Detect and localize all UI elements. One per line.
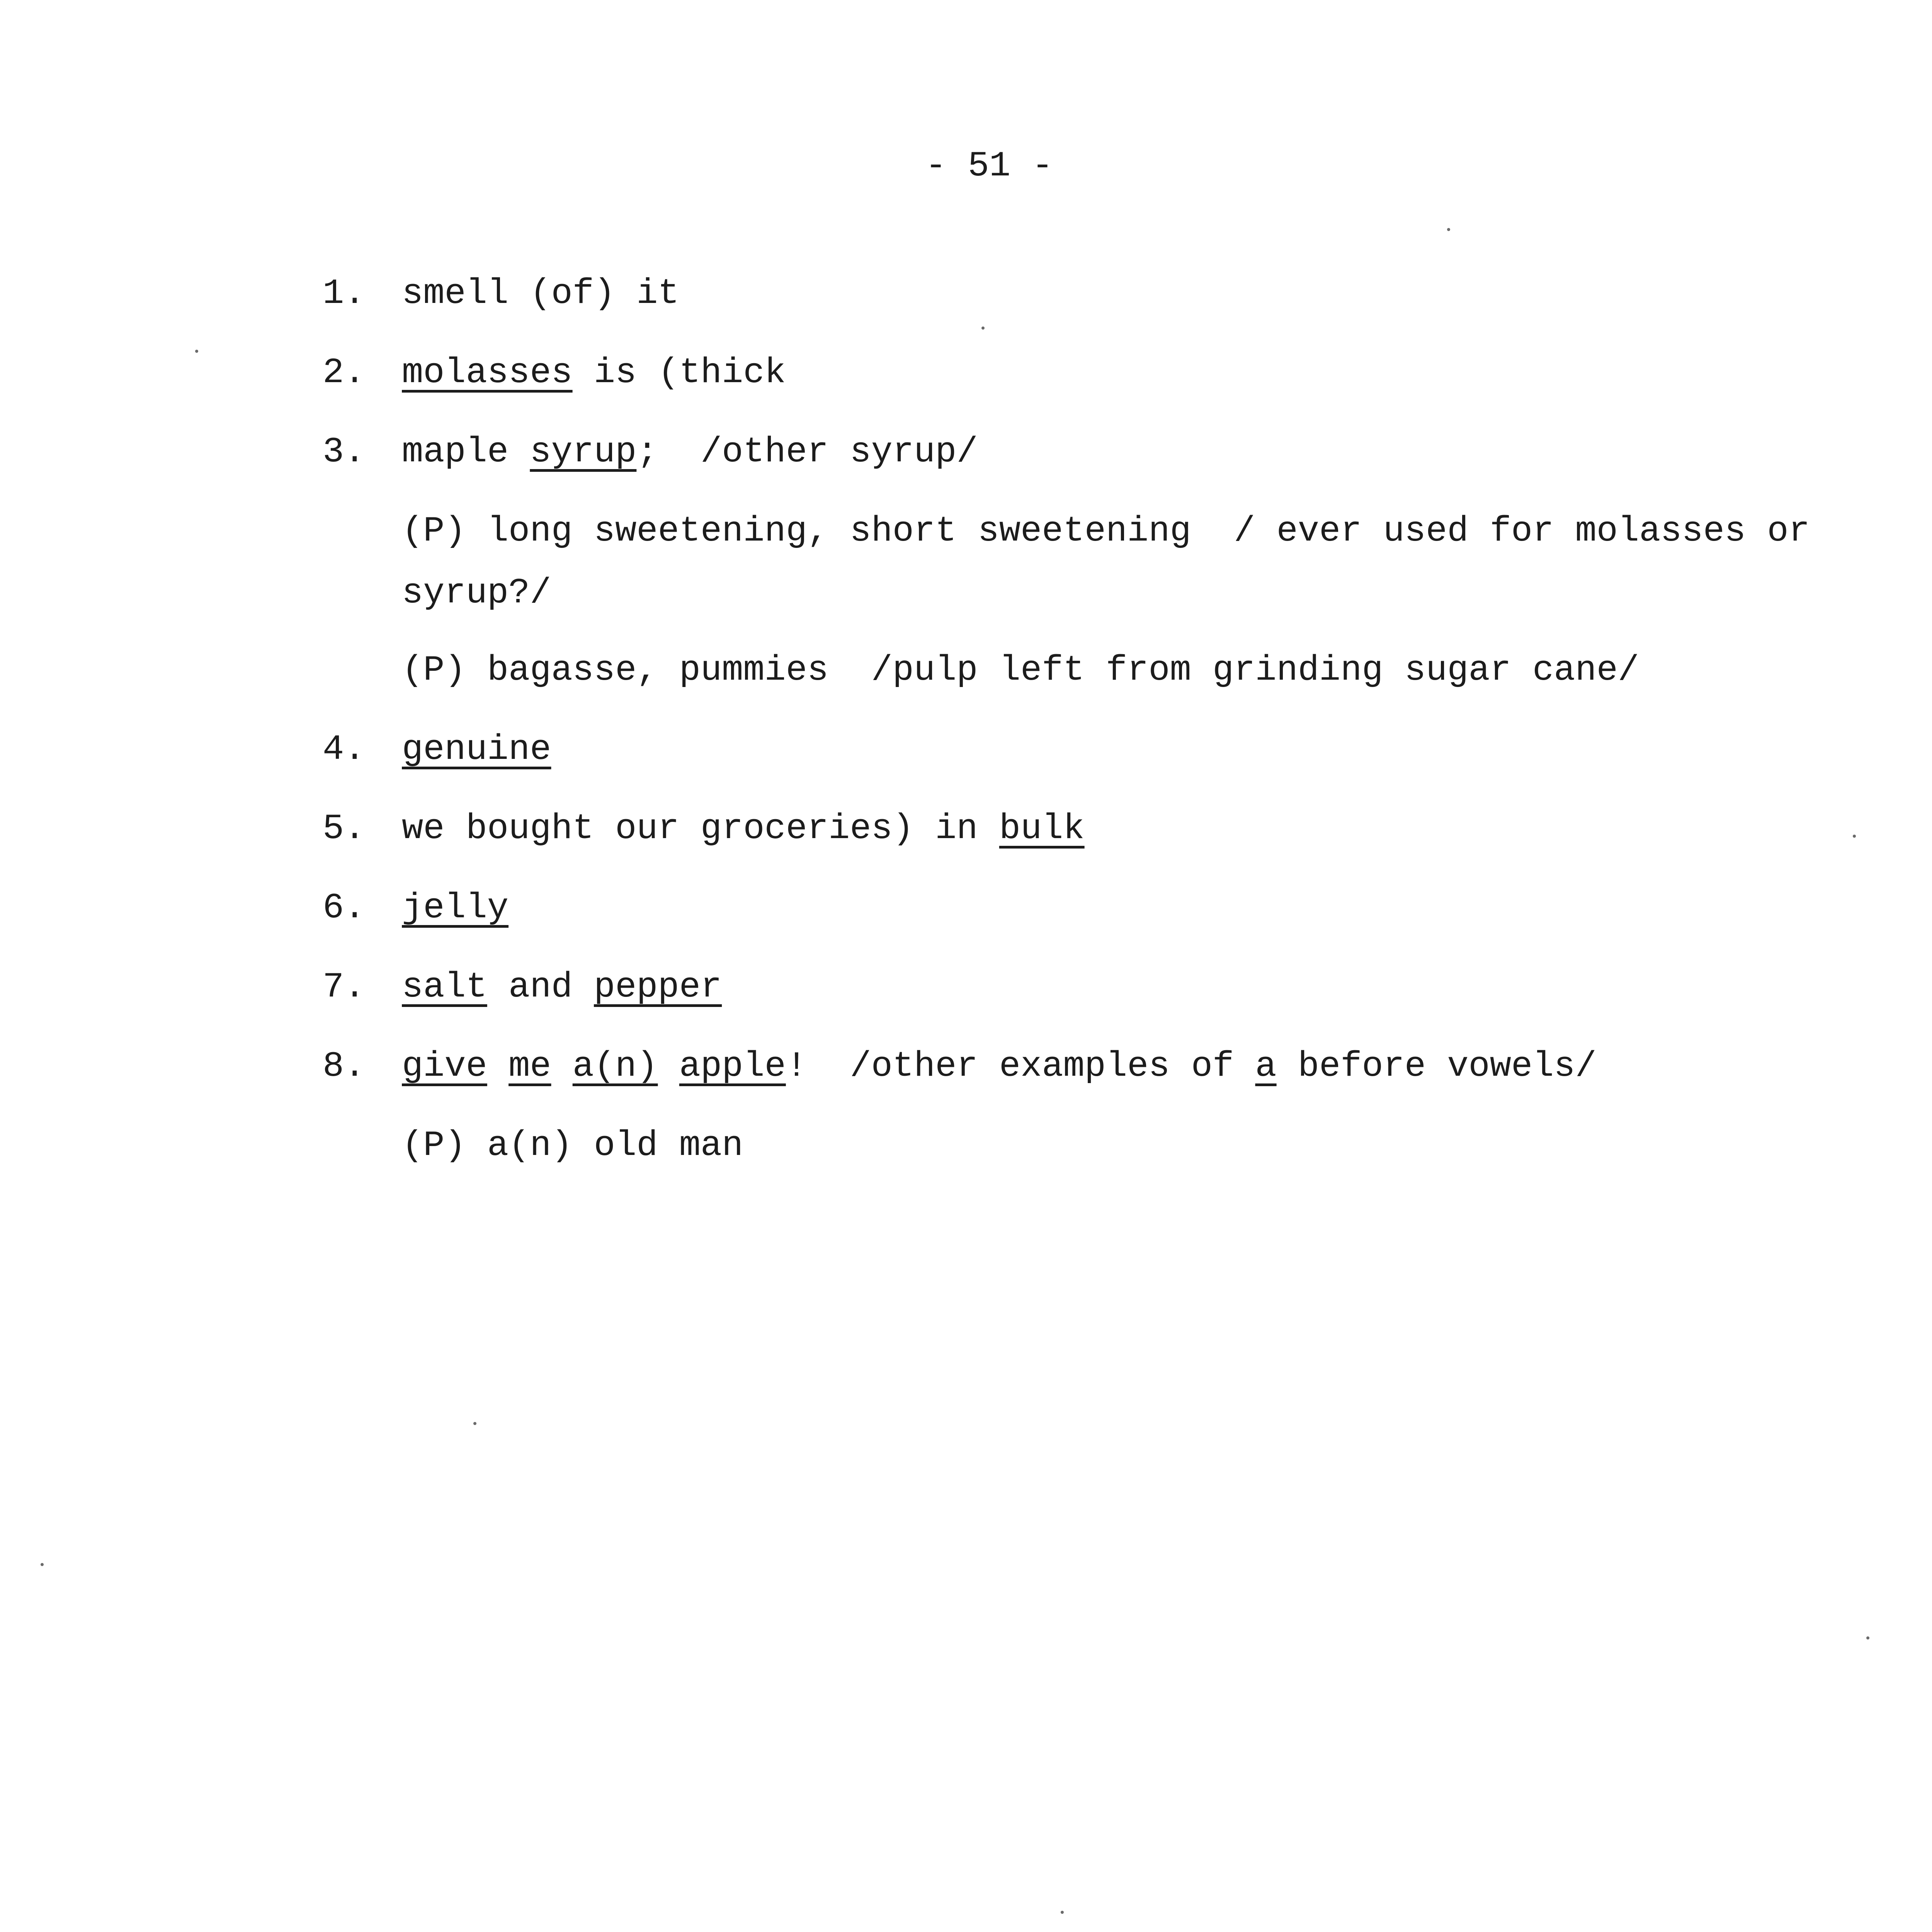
sub-item (402, 647, 1639, 694)
sub-item-continuation (402, 570, 551, 616)
scan-speck (1447, 228, 1450, 231)
list-item (402, 885, 509, 931)
item-number: 8. (323, 1046, 366, 1087)
item-number: 2. (323, 352, 366, 393)
scan-speck (1853, 835, 1856, 838)
item-text-underlined: molasses (402, 352, 573, 393)
item-text: smell (of) it (402, 273, 679, 314)
item-text: ! /other examples of (786, 1046, 1255, 1087)
scan-speck (1866, 1636, 1869, 1639)
item-text: is (thick (572, 352, 786, 393)
list-item (402, 1043, 1597, 1090)
item-text: (P) bagasse, pummies /pulp left from grinding sugar cane/ (402, 650, 1639, 690)
item-text: (P) long sweetening, short sweetening / ever used for molasses or (402, 511, 1810, 551)
item-number: 5. (323, 808, 366, 849)
item-text (487, 1046, 509, 1087)
list-item (402, 964, 722, 1010)
scan-speck (41, 1563, 44, 1566)
scan-speck (981, 327, 985, 330)
item-number: 7. (323, 967, 366, 1007)
item-text-underlined: a (1255, 1046, 1277, 1087)
item-text-underlined: give (402, 1046, 487, 1087)
list-item (402, 806, 1085, 852)
item-text-underlined: genuine (402, 729, 551, 770)
list-item (402, 429, 978, 475)
item-text: we bought our groceries) in (402, 808, 999, 849)
item-number: 6. (323, 888, 366, 928)
item-text-underlined: salt (402, 967, 487, 1007)
item-text: and (487, 967, 594, 1007)
scan-speck (195, 350, 198, 353)
item-number: 4. (323, 729, 366, 770)
item-text: maple (402, 432, 530, 472)
list-item (402, 726, 551, 773)
item-text: ; /other syrup/ (636, 432, 978, 472)
scan-speck (1061, 1911, 1064, 1914)
item-text-underlined: jelly (402, 888, 509, 928)
item-number: 3. (323, 432, 366, 472)
item-text-underlined: bulk (999, 808, 1085, 849)
sub-item (402, 1122, 743, 1169)
item-text-underlined: a(n) (572, 1046, 658, 1087)
item-text: syrup?/ (402, 573, 551, 613)
item-text-underlined: pepper (594, 967, 722, 1007)
sub-item (402, 508, 1810, 554)
item-text-underlined: apple (679, 1046, 786, 1087)
page-number: - 51 - (925, 146, 1053, 186)
list-item (402, 350, 786, 396)
item-text-underlined: me (509, 1046, 551, 1087)
item-text (658, 1046, 679, 1087)
item-text (551, 1046, 572, 1087)
list-item (402, 270, 679, 317)
item-text: (P) a(n) old man (402, 1125, 743, 1166)
scan-speck (473, 1422, 476, 1425)
item-text: before vowels/ (1276, 1046, 1597, 1087)
item-number: 1. (323, 273, 366, 314)
item-text-underlined: syrup (530, 432, 637, 472)
